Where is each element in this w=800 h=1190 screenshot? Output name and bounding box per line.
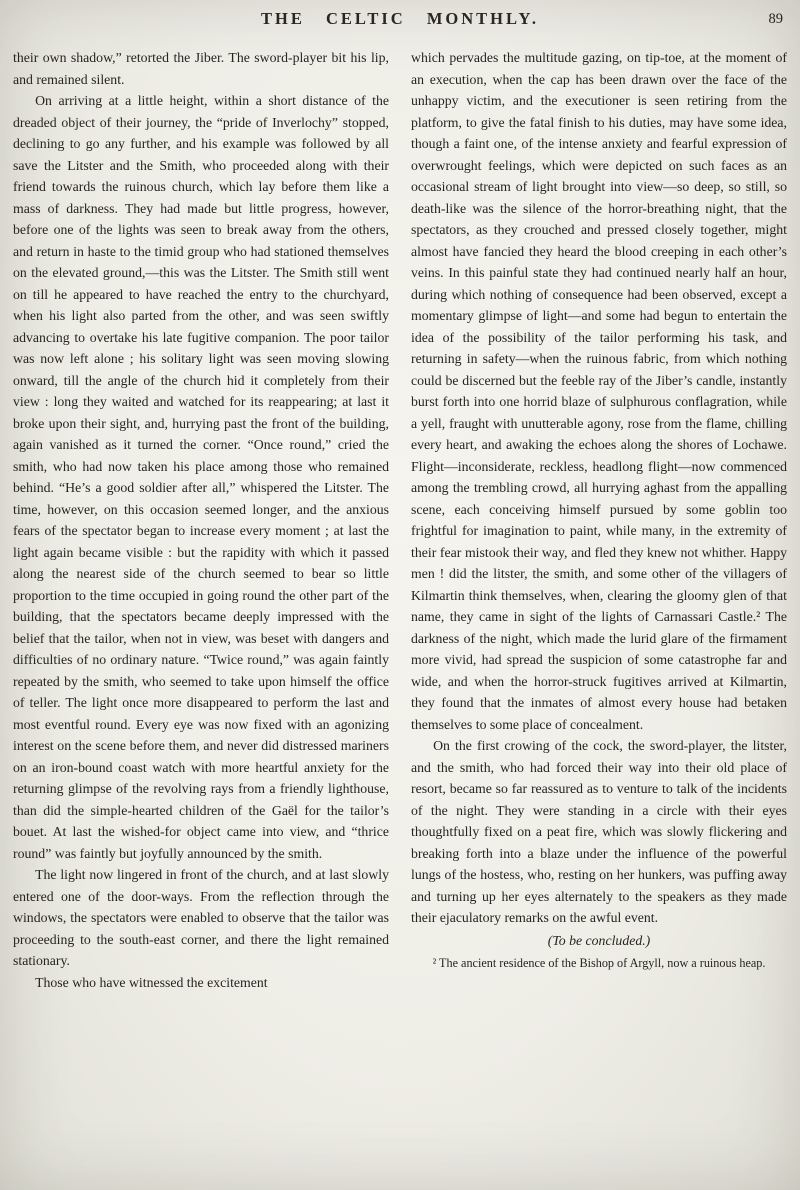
paragraph-continuation: their own shadow,” retorted the Jiber. The sword-player bit his lip, and remained silent.: [13, 50, 389, 87]
text-columns: [13, 47, 787, 1182]
paragraph-continuation: which pervades the multitude gazing, on tip-toe, at the moment of an execution, when the cap has been drawn over the face of the unhappy victim, and the executioner is seen retiring from the platform, to give the fatal finish to his duties, may have some idea, though a faint one, of the intense anxiety and fearful expression of overwrought feelings, which were depicted on such faces as an occasional stream of light brought into view—so deep, so still, so death-like was the silence of the horror-breathing night, that the spectators, as they crouched and pressed closely together, might almost have fancied they heard the blood creeping in each other’s veins. In this painful state they had continued nearly half an hour, during which nothing of consequence had been observed, except a momentary glimpse of light—and some had begun to entertain the idea of the possibility of the tailor performing his task, and returning in safety—when the ruinous fabric, from which nothing could be discerned but the feeble ray of the Jiber’s candle, instantly burst forth into one horrid blaze of sulphurous conflagration, while a yell, fraught with unutterable agony, rose from the flame, chilling every heart, and awaking the echoes along the shores of Lochawe. Flight—inconsiderate, reckless, headlong flight—now commenced among the trembling crowd, all hurrying aghast from the appalling scene, each conceiving himself pursued by some goblin too frightful for imagination to paint, while many, in the extremity of their fear mistook their way, and fled they knew not whither. Happy men ! did the litster, the smith, and some other of the villagers of Kilmartin think themselves, when, clearing the gloomy glen of that name, they came in sight of the lights of Carnassari Castle.² The darkness of the night, which made the lurid glare of the firmament more vivid, had spread the suspicion of some catastrophe far and wide, and when the horror-struck fugitives arrived at Kilmartin, they found that the inmates of almost every house had betaken themselves to some place of concealment.: [411, 50, 787, 732]
paragraph: The light now lingered in front of the church, and at last slowly entered one of the door-ways. From the reflection through the windows, the spectators were enabled to observe that the tailor was proceeding to the south-east corner, and there the light remained stationary.: [13, 867, 389, 968]
right-column: [411, 47, 787, 1182]
left-column: [13, 47, 389, 1182]
page-number: 89: [768, 11, 783, 27]
paragraph: On the first crowing of the cock, the sword-player, the litster, and the smith, who had forced their way into their old place of resort, became so far reassured as to venture to talk of the incidents of the night. They were standing in a circle with their eyes thoughtfully fixed on a peat fire, which was slowly flickering and breaking forth into a blaze under the influence of the powerful lungs of the hostess, who, resting on her hunkers, was puffing away and turning up her eyes alternately to the speakers as they made their ejaculatory remarks on the awful event.: [411, 738, 787, 925]
page-title: THE CELTIC MONTHLY.: [260, 9, 540, 28]
paragraph: Those who have witnessed the excitement: [35, 974, 268, 990]
to-be-concluded-note: (To be concluded.): [547, 932, 651, 948]
paragraph: On arriving at a little height, within a short distance of the dreaded object of their journey, the “pride of Inverlochy” stopped, declining to go any further, and his example was followed by all save the Litster and the Smith, who proceeded along with their friend towards the ruinous church, which lay before them like a mass of darkness. They had made but little progress, however, before one of the lights was seen to break away from the others, and return in haste to the timid group who had stationed themselves on the elevated ground,—this was the Litster. The Smith still went on till he appeared to have reached the entry to the churchyard, when his light also parted from the other, and was seen swiftly advancing to overtake his late fugitive companion. The poor tailor was now left alone ; his solitary light was seen moving slowing onward, till the angle of the church hid it completely from their view : long they waited and watched for its reappearing; at last it broke upon their sight, and, hurrying past the front of the building, again vanished as it turned the corner. “Once round,” cried the smith, who had now taken his place among those who remained behind. “He’s a good soldier after all,” whispered the Litster. The time, however, on this occasion seemed longer, and the anxious fears of the spectator began to increase every moment ; at last the light again became visible : but the rapidity with which it passed along the nearest side of the church seemed to bear so little proportion to the time occupied in going round the other part of the building, that the spectators became deeply impressed with the belief that the tailor, when not in view, was beset with dangers and difficulties of no ordinary nature. “Twice round,” was again faintly repeated by the smith, who seemed to take upon himself the office of teller. The light once more disappeared to perform the last and most eventful round. Every eye was now fixed with an agonizing interest on the scene before them, and never did distressed mariners on an iron-bound coast watch with more heartful anxiety for the returning glimpse of the revolving rays from a friendly lighthouse, than did the simple-hearted children of the Gaël for the tailor’s bouet. At last the wished-for object came into view, and “thrice round” was faintly but joyfully announced by the smith.: [13, 93, 389, 861]
footnote: ² The ancient residence of the Bishop of Argyll, now a ruinous heap.: [432, 956, 766, 970]
running-head: [13, 9, 787, 35]
